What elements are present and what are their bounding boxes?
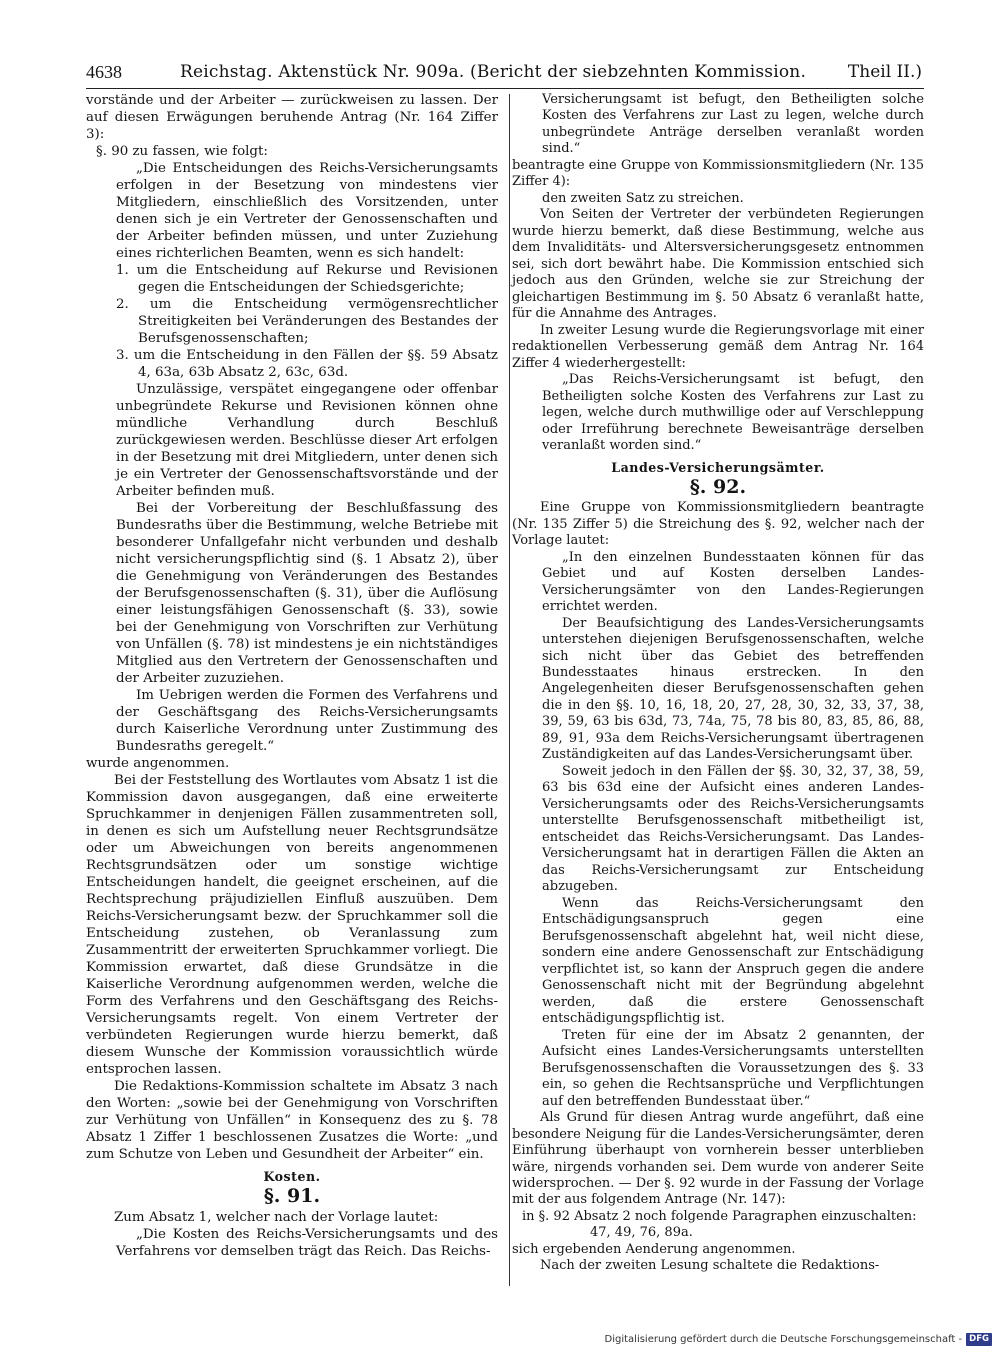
left-column — [86, 92, 498, 1260]
section-heading: Kosten. — [263, 1169, 321, 1184]
paragraph: vorstände und der Arbeiter — zurückweisen zu lassen. Der auf diesen Erwägungen beruhende Antrag (Nr. 164 Ziffer 3): — [86, 93, 498, 142]
paragraph: den zweiten Satz zu streichen. — [542, 190, 744, 206]
paragraph: 1. um die Entscheidung auf Rekurse und Revisionen gegen die Entscheidungen der Schiedsgerichte; — [116, 263, 498, 295]
paragraph: beantragte eine Gruppe von Kommissionsmitgliedern (Nr. 135 Ziffer 4): — [512, 157, 924, 190]
paragraph: Eine Gruppe von Kommissionsmitgliedern beantragte (Nr. 135 Ziffer 5) die Streichung des §. 92, welcher nach der Vorlage lautet: — [512, 500, 924, 549]
paragraph: Im Uebrigen werden die Formen des Verfahrens und der Geschäftsgang des Reichs-Versicherungsamts durch Kaiserliche Verordnung unter Zustimmung des Bundesraths geregelt.“ — [116, 688, 498, 754]
paragraph: „Die Entscheidungen des Reichs-Versicherungsamts erfolgen in der Besetzung von mindestens vier Mitgliedern, einschließlich des Vorsitzenden, unter denen sich je ein Vertreter der Genossenschaften und der Arbeiter befinden müssen, und unter Zuziehung eines richterlichen Beamten, wenn es sich handelt: — [116, 161, 498, 261]
paragraph: Als Grund für diesen Antrag wurde angeführt, daß eine besondere Neigung für die Landes-Versicherungsämter, deren Einführung überhaupt von vornherein besser unterblieben wäre, nirgends vorhanden sei. Dem wurde von anderer Seite widersprochen. — Der §. 92 wurde in der Fassung der Vorlage mit der aus folgendem Antrage (Nr. 147): — [512, 1110, 924, 1208]
section-heading: Landes-Versicherungsämter. — [611, 459, 825, 475]
section-heading: §. 91. — [263, 1185, 321, 1207]
paragraph: wurde angenommen. — [86, 756, 230, 771]
page-number: 4638 — [86, 62, 122, 82]
paragraph: Unzulässige, verspätet eingegangene oder offenbar unbegründete Rekurse und Revisionen können ohne mündliche Verhandlung durch Beschluß zurückgewiesen werden. Beschlüsse dieser Art erfolgen in der Besetzung mit drei Mitgliedern, unter denen sich je ein Vertreter der Genossenschaftsvorstände und der Arbeiter befinden muß. — [116, 382, 498, 499]
paragraph: §. 90 zu fassen, wie folgt: — [96, 144, 268, 159]
paragraph: Nach der zweiten Lesung schaltete die Redaktions- — [540, 1258, 880, 1274]
footer-text: Digitalisierung gefördert durch die Deutsche Forschungsgemeinschaft - — [604, 1334, 963, 1345]
running-part: Theil II.) — [847, 62, 922, 82]
header-rule — [86, 88, 924, 89]
paragraph: in §. 92 Absatz 2 noch folgende Paragraphen einzuschalten: — [522, 1208, 917, 1224]
paragraph: In zweiter Lesung wurde die Regierungsvorlage mit einer redaktionellen Verbesserung gemäß dem Antrag Nr. 164 Ziffer 4 wiederhergestellt: — [512, 322, 924, 371]
paragraph: Bei der Vorbereitung der Beschlußfassung des Bundesraths über die Bestimmung, welche Betriebe mit besonderer Unfallgefahr nicht verbunden und deshalb nicht versicherungspflichtig sind (§. 1 Absatz 2), über die Genehmigung von Veränderungen des Bestandes der Berufsgenossenschaften (§. 31), über die Auflösung einer leistungsfähigen Genossenschaft (§. 33), sowie bei der Genehmigung von Vorschriften zur Verhütung von Unfällen (§. 78) ist mindestens je ein nichtständiges Mitglied aus den Vertretern der Genossenschaften und der Arbeiter zuzuziehen. — [116, 501, 498, 686]
column-divider — [509, 94, 510, 1286]
paragraph: Wenn das Reichs-Versicherungsamt den Entschädigungsanspruch gegen eine Berufsgenossenschaft abgelehnt hat, weil nicht diese, sondern eine andere Genossenschaft zur Entschädigung verpflichtet ist, so kann der Anspruch gegen die andere Genossenschaft nicht mit der Begründung abgelehnt werden, daß die erstere Genossenschaft entschädigungspflichtig ist. — [542, 895, 924, 1027]
paragraph: Der Beaufsichtigung des Landes-Versicherungsamts unterstehen diejenigen Berufsgenossenschaften, welche sich nicht über das Gebiet des betreffenden Bundesstaates hinaus erstrecken. In den Angelegenheiten dieser Berufsgenossenschaften gehen die in den §§. 10, 16, 18, 20, 27, 28, 30, 32, 33, 37, 38, 39, 59, 63 bis 63d, 73, 74a, 75, 78 bis 80, 83, 85, 86, 88, 89, 91, 93a dem Reichs-Versicherungsamt übertragenen Zuständigkeiten auf das Landes-Versicherungsamt über. — [542, 615, 924, 763]
paragraph: „Das Reichs-Versicherungsamt ist befugt, den Betheiligten solche Kosten des Verfahrens zur Last zu legen, welche durch muthwillige oder auf Verschleppung oder Irreführung berechnete Beweisanträge derselben veranlaßt worden sind.“ — [542, 372, 924, 454]
paragraph: 3. um die Entscheidung in den Fällen der §§. 59 Absatz 4, 63a, 63b Absatz 2, 63c, 63d. — [116, 348, 498, 380]
paragraph: „Die Kosten des Reichs-Versicherungsamts und des Verfahrens vor demselben trägt das Reich. Das Reichs- — [116, 1227, 498, 1259]
paragraph: „In den einzelnen Bundesstaaten können für das Gebiet und auf Kosten derselben Landes-Versicherungsämter von den Landes-Regierungen errichtet werden. — [542, 549, 924, 615]
page-header — [86, 58, 922, 88]
paragraph: 2. um die Entscheidung vermögensrechtlicher Streitigkeiten bei Veränderungen des Bestandes der Berufsgenossenschaften; — [116, 297, 498, 346]
right-column — [512, 92, 924, 1275]
paragraph: Von Seiten der Vertreter der verbündeten Regierungen wurde hierzu bemerkt, daß diese Bestimmung, welche aus dem Invaliditäts- und Altersversicherungsgesetz entnommen sei, sich dort bewährt habe. Die Kommission entschied sich jedoch aus den Gründen, welche sie zur Streichung der gleichartigen Bestimmung im §. 50 Absatz 6 veranlaßt hatte, für die Annahme des Antrages. — [512, 207, 924, 322]
paragraph: Bei der Feststellung des Wortlautes vom Absatz 1 ist die Kommission davon ausgegangen, daß eine erweiterte Spruchkammer in denjenigen Fällen zusammentreten soll, in denen es sich um Aufstellung neuer Rechtsgrundsätze oder um Abweichungen von bereits angenommenen Rechtsgrundsätzen oder um sonstige wichtige Entscheidungen handelt, die geeignet erscheinen, auf die Rechtsprechung präjudiziellen Einfluß auszuüben. Dem Reichs-Versicherungsamt bezw. der Spruchkammer soll die Entscheidung zustehen, ob Veranlassung zum Zusammentritt der erweiterten Spruchkammer vorliegt. Die Kommission erwartet, daß diese Grundsätze in die Kaiserliche Verordnung aufgenommen werden, welche die Form des Verfahrens und den Geschäftsgang des Reichs-Versicherungsamts regelt. Von einem Vertreter der verbündeten Regierungen wurde hierzu bemerkt, daß diesem Wunsche der Kommission voraussichtlich würde entsprochen lassen. — [86, 773, 498, 1077]
paragraph: Versicherungsamt ist befugt, den Betheiligten solche Kosten des Verfahrens zur Last zu legen, welche durch unbegründete Anträge derselben veranlaßt worden sind.“ — [542, 92, 924, 157]
running-title: Reichstag. Aktenstück Nr. 909a. (Bericht der siebzehnten Kommission. — [180, 62, 807, 82]
paragraph: Zum Absatz 1, welcher nach der Vorlage lautet: — [114, 1210, 439, 1225]
paragraph: Soweit jedoch in den Fällen der §§. 30, 32, 37, 38, 59, 63 bis 63d eine der Aufsicht eines anderen Landes-Versicherungsamts oder des Reichs-Versicherungsamts unterstellte Berufsgenossenschaft mitbetheiligt ist, entscheidet das Reichs-Versicherungsamt. Das Landes-Versicherungsamt hat in derartigen Fällen die Akten an das Reichs-Versicherungsamt zur Entscheidung abzugeben. — [542, 763, 924, 895]
section-heading: §. 92. — [689, 476, 747, 499]
paragraph: 47, 49, 76, 89a. — [590, 1225, 693, 1241]
paragraph: Die Redaktions-Kommission schaltete im Absatz 3 nach den Worten: „sowie bei der Genehmigung von Vorschriften zur Verhütung von Unfällen“ in Konsequenz des zu §. 78 Absatz 1 Ziffer 1 beschlossenen Zusatzes die Worte: „und zum Schutze von Leben und Gesundheit der Arbeiter“ ein. — [86, 1079, 498, 1162]
paragraph: Treten für eine der im Absatz 2 genannten, der Aufsicht eines Landes-Versicherungsamts unterstellten Berufsgenossenschaften die Voraussetzungen des §. 33 ein, so gehen die Rechtsansprüche und Verpflichtungen auf den betreffenden Bundesstaat über.“ — [542, 1027, 924, 1109]
footer-credit — [605, 1333, 992, 1346]
dfg-logo-icon: DFG — [966, 1333, 992, 1346]
paragraph: sich ergebenden Aenderung angenommen. — [512, 1241, 796, 1257]
